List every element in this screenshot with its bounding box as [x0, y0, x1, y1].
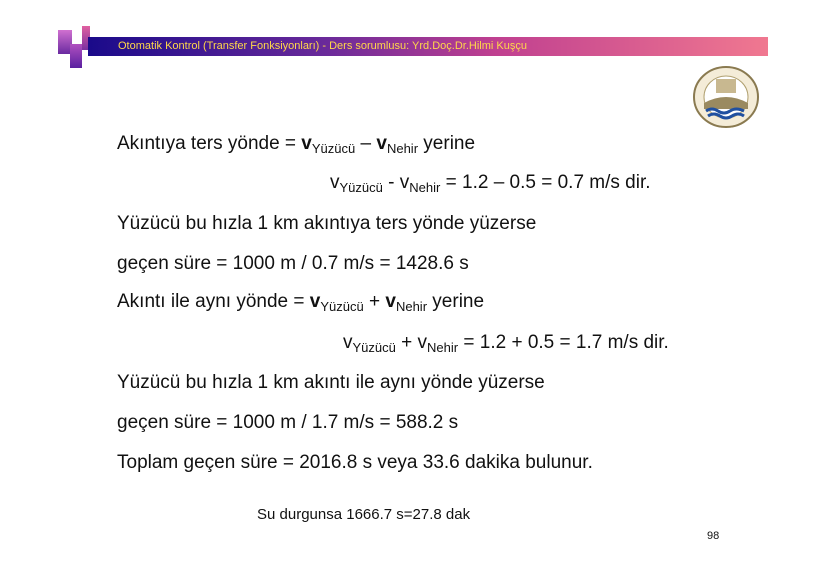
line-2: $v_{Yüzücü} - v_{Nehir} = 1.2 - 0.5 = 0.7$ m/s dir.	[330, 172, 651, 195]
header-bar	[88, 37, 768, 56]
line-7: Yüzücü bu hızla 1 km akıntı ile aynı yönde yüzerse	[117, 372, 545, 393]
page-number: 98	[707, 530, 720, 542]
line-8: geçen süre = 1000 m / 1.7 m/s = 588.2 s	[117, 412, 459, 433]
note: Su durgunsa 1666.7 s=27.8 dak	[257, 506, 471, 523]
header-title: Otomatik Kontrol (Transfer Fonksiyonları) - Ders sorumlusu: Yrd.Doç.Dr.Hilmi Kuşçu	[118, 40, 527, 52]
line-9: Toplam geçen süre = 2016.8 s veya 33.6 dakika bulunur.	[117, 452, 593, 473]
university-logo	[692, 65, 760, 129]
line-1: Akıntıya ters yönde = $v_{Yüzücü} - v_{Nehir}$ yerine	[117, 133, 476, 156]
line-4: geçen süre = 1000 m / 0.7 m/s = 1428.6 s	[117, 253, 469, 274]
decor-square	[70, 44, 82, 68]
line-5: Akıntı ile aynı yönde = $v_{Yüzücü} + v_{Nehir}$ yerine	[117, 291, 485, 314]
line-3: Yüzücü bu hızla 1 km akıntıya ters yönde yüzerse	[117, 213, 537, 234]
line-6: $v_{Yüzücü} + v_{Nehir} = 1.2 + 0.5 = 1.7$ m/s dir.	[343, 332, 669, 355]
